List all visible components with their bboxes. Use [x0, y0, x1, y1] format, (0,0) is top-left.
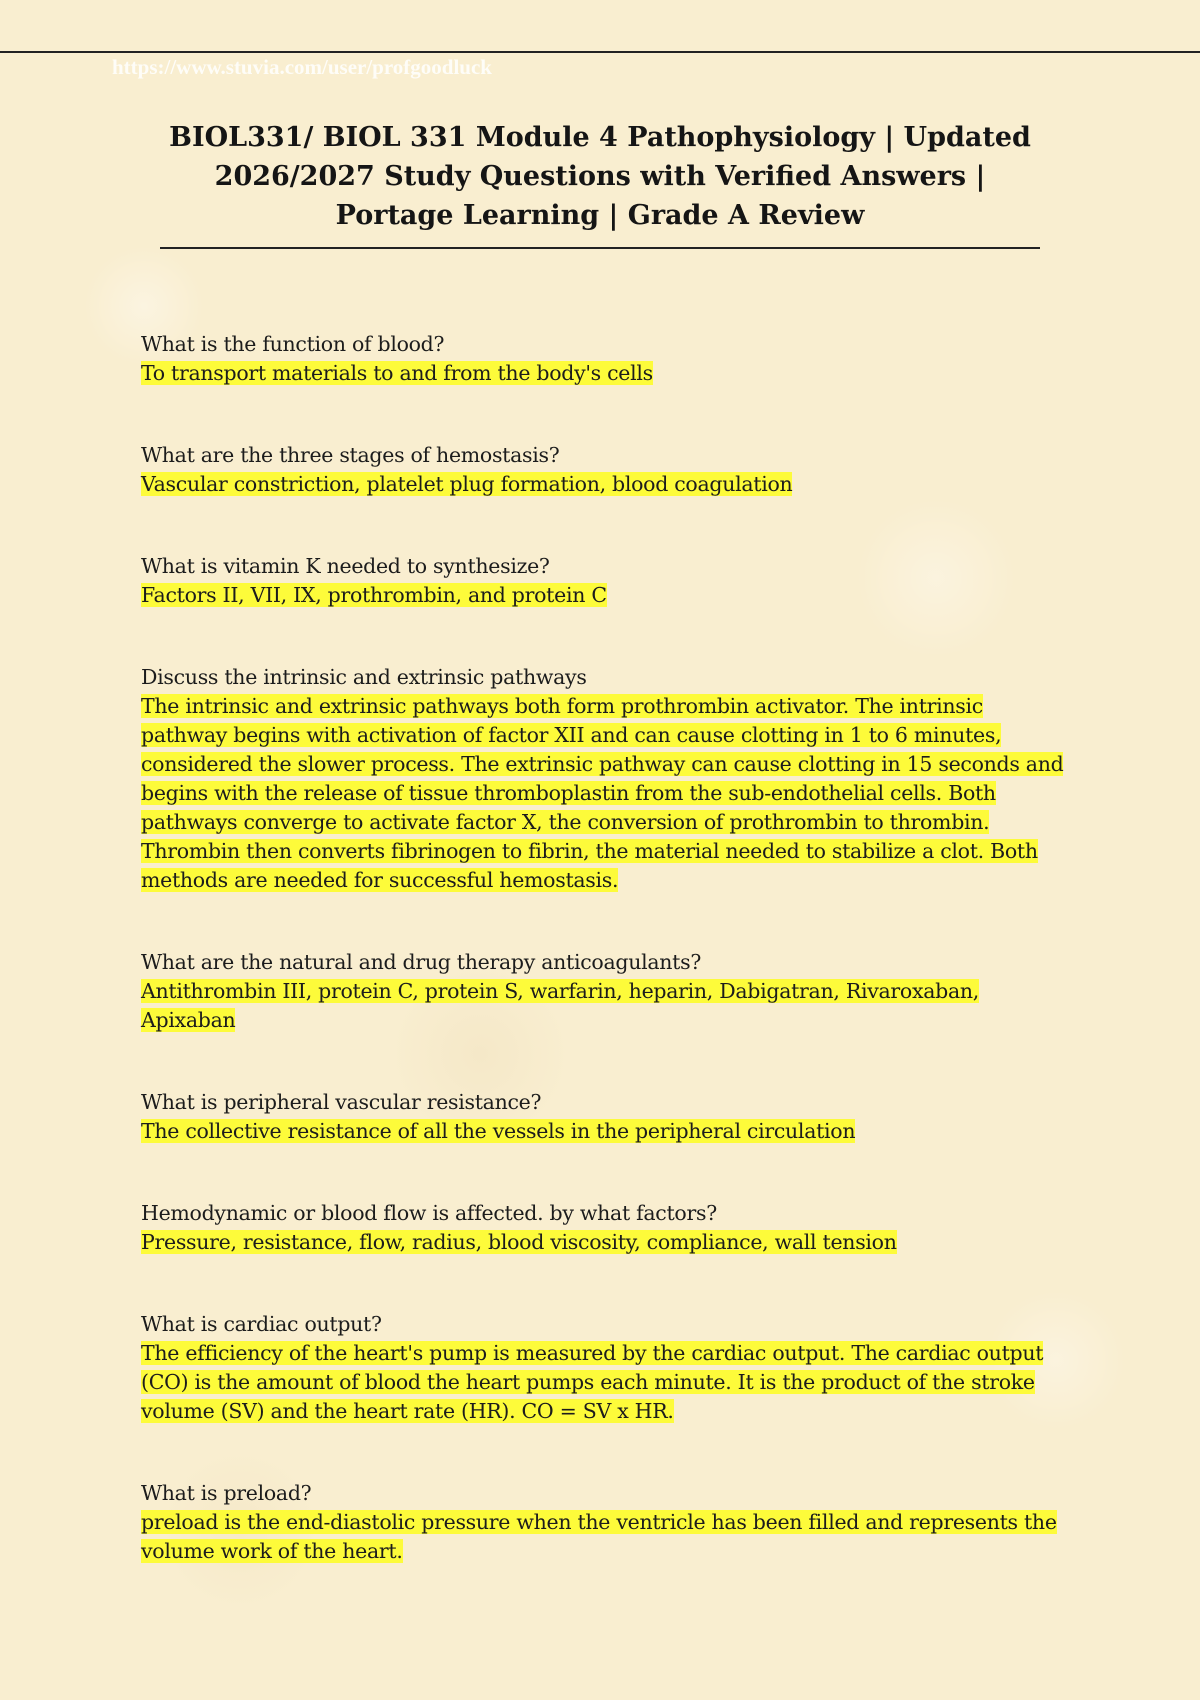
qa-item [141, 552, 1066, 610]
qa-item [141, 330, 1066, 388]
answer [141, 1339, 1066, 1426]
answer-highlight: The efficiency of the heart's pump is measured by the cardiac output. The cardiac output (CO) is the amount of blood the heart pumps each minute. It is the product of the stroke volume (SV) and the heart rate (HR). CO = SV x HR. [141, 1341, 1044, 1423]
answer-highlight: The collective resistance of all the vessels in the peripheral circulation [141, 1119, 856, 1143]
qa-item [141, 1088, 1066, 1146]
qa-item [141, 1199, 1066, 1257]
answer [141, 359, 1066, 388]
qa-item [141, 948, 1066, 1035]
answer-highlight: Pressure, resistance, flow, radius, blood viscosity, compliance, wall tension [141, 1230, 897, 1254]
qa-item [141, 1310, 1066, 1426]
answer-highlight: Vascular constriction, platelet plug formation, blood coagulation [141, 472, 793, 496]
qa-list [141, 330, 1066, 1619]
answer [141, 1508, 1066, 1566]
question: Hemodynamic or blood flow is affected. by what factors? [141, 1201, 717, 1225]
question: What is preload? [141, 1481, 312, 1505]
qa-item [141, 1479, 1066, 1566]
question: What is vitamin K needed to synthesize? [141, 554, 550, 578]
answer-highlight: Factors II, VII, IX, prothrombin, and protein C [141, 583, 607, 607]
question: What are the natural and drug therapy anticoagulants? [141, 950, 702, 974]
question: What is the function of blood? [141, 332, 445, 356]
answer [141, 581, 1066, 610]
qa-item [141, 663, 1066, 895]
answer [141, 1117, 1066, 1146]
answer-highlight: The intrinsic and extrinsic pathways both form prothrombin activator. The intrinsic pathway begins with activation of factor XII and can cause clotting in 1 to 6 minutes, considered the slower process. The extrinsic pathway can cause clotting in 15 seconds and begins with the release of tissue thromboplastin from the sub-endothelial cells. Both pathways converge to activate factor X, the conversion of prothrombin to thrombin. Thrombin then converts fibrinogen to fibrin, the material needed to stabilize a clot. Both methods are needed for successful hemostasis. [141, 694, 1064, 892]
top-rule [0, 51, 1200, 53]
answer [141, 1228, 1066, 1257]
answer [141, 692, 1066, 895]
answer-highlight: preload is the end-diastolic pressure when the ventricle has been filled and represents the volume work of the heart. [141, 1510, 1057, 1563]
watermark-url: https://www.stuvia.com/user/profgoodluck [112, 55, 492, 79]
question: Discuss the intrinsic and extrinsic pathways [141, 665, 587, 689]
question: What is peripheral vascular resistance? [141, 1090, 542, 1114]
question: What is cardiac output? [141, 1312, 382, 1336]
question: What are the three stages of hemostasis? [141, 443, 560, 467]
title-block [160, 118, 1040, 249]
answer-highlight: To transport materials to and from the body's cells [141, 361, 653, 385]
qa-item [141, 441, 1066, 499]
answer [141, 977, 1066, 1035]
answer-highlight: Antithrombin III, protein C, protein S, warfarin, heparin, Dabigatran, Rivaroxaban, Apixaban [141, 979, 980, 1032]
document-title: BIOL331/ BIOL 331 Module 4 Pathophysiology | Updated 2026/2027 Study Questions with Verified Answers | Portage Learning | Grade A Review [169, 122, 1031, 231]
answer [141, 470, 1066, 499]
title-underline [160, 247, 1040, 249]
